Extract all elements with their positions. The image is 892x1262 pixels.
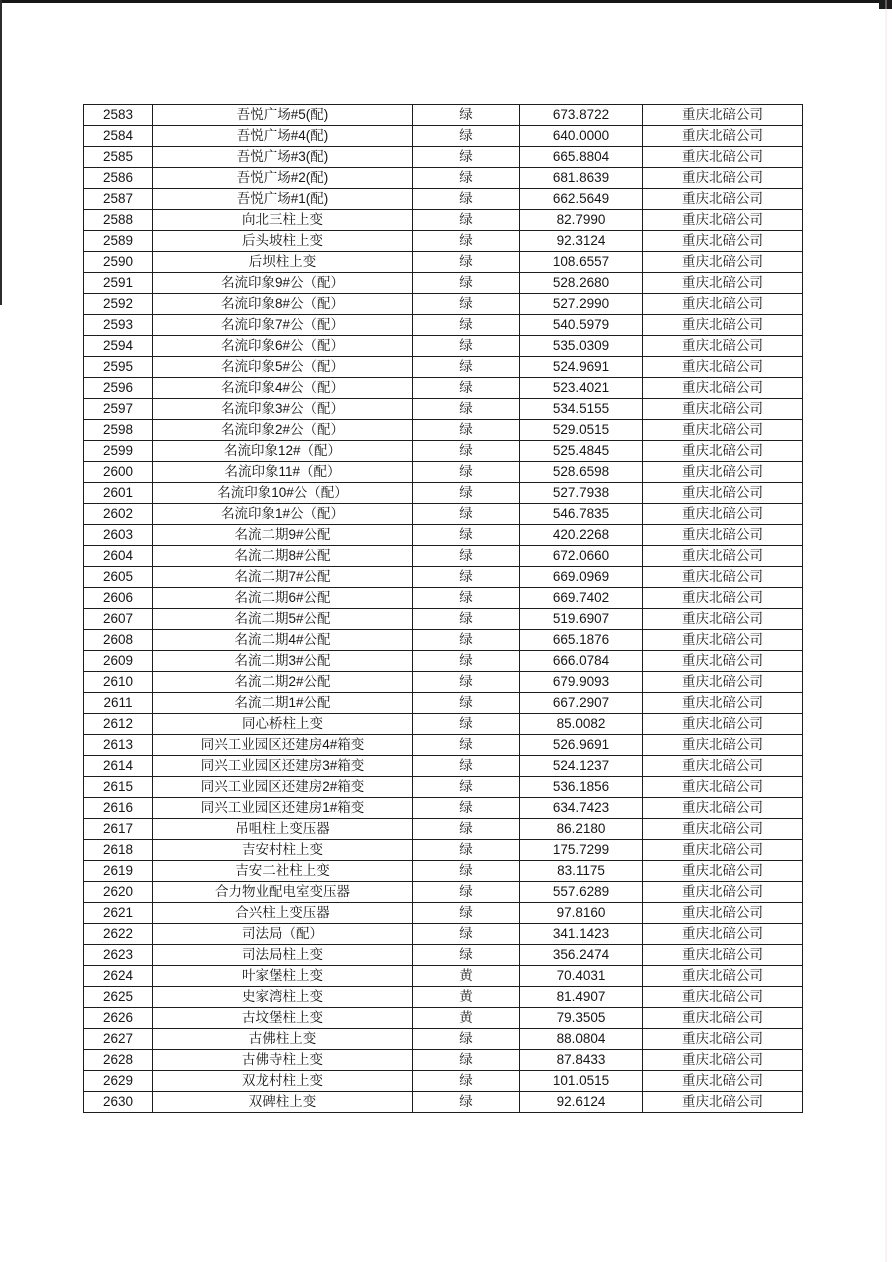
cell-status: 绿 (413, 147, 520, 168)
cell-name: 名流印象6#公（配） (153, 336, 413, 357)
table-row (84, 777, 803, 798)
cell-value: 101.0515 (520, 1071, 643, 1092)
cell-company: 重庆北碚公司 (643, 315, 803, 336)
table-row (84, 210, 803, 231)
table-row (84, 231, 803, 252)
table-row (84, 546, 803, 567)
table-row (84, 483, 803, 504)
cell-company: 重庆北碚公司 (643, 777, 803, 798)
cell-name: 同兴工业园区还建房4#箱变 (153, 735, 413, 756)
table-row (84, 336, 803, 357)
cell-id: 2621 (84, 903, 153, 924)
cell-name: 司法局柱上变 (153, 945, 413, 966)
cell-status: 绿 (413, 777, 520, 798)
table-row (84, 609, 803, 630)
cell-value: 519.6907 (520, 609, 643, 630)
cell-name: 名流二期7#公配 (153, 567, 413, 588)
cell-value: 527.2990 (520, 294, 643, 315)
cell-id: 2619 (84, 861, 153, 882)
cell-value: 665.8804 (520, 147, 643, 168)
cell-id: 2596 (84, 378, 153, 399)
table-row (84, 378, 803, 399)
cell-company: 重庆北碚公司 (643, 945, 803, 966)
cell-company: 重庆北碚公司 (643, 294, 803, 315)
cell-company: 重庆北碚公司 (643, 147, 803, 168)
cell-status: 黄 (413, 987, 520, 1008)
cell-status: 绿 (413, 252, 520, 273)
cell-status: 绿 (413, 1029, 520, 1050)
cell-status: 绿 (413, 672, 520, 693)
table-body (84, 105, 803, 1113)
cell-value: 420.2268 (520, 525, 643, 546)
cell-id: 2585 (84, 147, 153, 168)
cell-id: 2603 (84, 525, 153, 546)
table-row (84, 294, 803, 315)
cell-status: 绿 (413, 861, 520, 882)
cell-company: 重庆北碚公司 (643, 189, 803, 210)
cell-status: 绿 (413, 1071, 520, 1092)
cell-name: 吾悦广场#3(配) (153, 147, 413, 168)
table-row (84, 1092, 803, 1113)
table-row (84, 126, 803, 147)
cell-value: 175.7299 (520, 840, 643, 861)
cell-name: 名流二期1#公配 (153, 693, 413, 714)
cell-id: 2615 (84, 777, 153, 798)
cell-status: 绿 (413, 504, 520, 525)
cell-value: 662.5649 (520, 189, 643, 210)
table-row (84, 1029, 803, 1050)
cell-id: 2601 (84, 483, 153, 504)
cell-company: 重庆北碚公司 (643, 882, 803, 903)
table-row (84, 273, 803, 294)
cell-status: 绿 (413, 378, 520, 399)
cell-status: 绿 (413, 273, 520, 294)
cell-id: 2584 (84, 126, 153, 147)
cell-status: 绿 (413, 798, 520, 819)
table-row (84, 945, 803, 966)
cell-value: 634.7423 (520, 798, 643, 819)
cell-id: 2618 (84, 840, 153, 861)
cell-company: 重庆北碚公司 (643, 924, 803, 945)
cell-name: 名流印象5#公（配） (153, 357, 413, 378)
cell-status: 绿 (413, 546, 520, 567)
cell-name: 名流印象11#（配） (153, 462, 413, 483)
cell-id: 2600 (84, 462, 153, 483)
cell-id: 2613 (84, 735, 153, 756)
cell-name: 吾悦广场#2(配) (153, 168, 413, 189)
cell-name: 吾悦广场#4(配) (153, 126, 413, 147)
cell-company: 重庆北碚公司 (643, 693, 803, 714)
cell-value: 535.0309 (520, 336, 643, 357)
cell-company: 重庆北碚公司 (643, 1008, 803, 1029)
cell-value: 86.2180 (520, 819, 643, 840)
cell-name: 名流印象10#公（配） (153, 483, 413, 504)
table-row (84, 1050, 803, 1071)
cell-id: 2606 (84, 588, 153, 609)
cell-value: 524.1237 (520, 756, 643, 777)
cell-id: 2629 (84, 1071, 153, 1092)
cell-value: 679.9093 (520, 672, 643, 693)
cell-id: 2624 (84, 966, 153, 987)
cell-name: 吾悦广场#5(配) (153, 105, 413, 126)
cell-id: 2623 (84, 945, 153, 966)
table-row (84, 630, 803, 651)
cell-id: 2589 (84, 231, 153, 252)
cell-value: 672.0660 (520, 546, 643, 567)
cell-value: 666.0784 (520, 651, 643, 672)
cell-id: 2588 (84, 210, 153, 231)
cell-status: 绿 (413, 168, 520, 189)
table-row (84, 651, 803, 672)
cell-name: 叶家堡柱上变 (153, 966, 413, 987)
table-row (84, 1071, 803, 1092)
cell-company: 重庆北碚公司 (643, 1029, 803, 1050)
cell-company: 重庆北碚公司 (643, 735, 803, 756)
cell-name: 同兴工业园区还建房3#箱变 (153, 756, 413, 777)
cell-name: 名流二期6#公配 (153, 588, 413, 609)
cell-name: 向北三柱上变 (153, 210, 413, 231)
cell-status: 绿 (413, 1050, 520, 1071)
table-row (84, 420, 803, 441)
cell-status: 绿 (413, 525, 520, 546)
cell-company: 重庆北碚公司 (643, 357, 803, 378)
cell-status: 绿 (413, 756, 520, 777)
cell-id: 2611 (84, 693, 153, 714)
cell-company: 重庆北碚公司 (643, 252, 803, 273)
cell-company: 重庆北碚公司 (643, 105, 803, 126)
cell-id: 2626 (84, 1008, 153, 1029)
cell-company: 重庆北碚公司 (643, 399, 803, 420)
cell-company: 重庆北碚公司 (643, 672, 803, 693)
cell-status: 绿 (413, 105, 520, 126)
cell-value: 92.3124 (520, 231, 643, 252)
table-row (84, 399, 803, 420)
cell-id: 2594 (84, 336, 153, 357)
cell-company: 重庆北碚公司 (643, 987, 803, 1008)
cell-company: 重庆北碚公司 (643, 651, 803, 672)
cell-name: 名流印象4#公（配） (153, 378, 413, 399)
table-row (84, 861, 803, 882)
cell-value: 669.7402 (520, 588, 643, 609)
cell-value: 540.5979 (520, 315, 643, 336)
cell-name: 双龙村柱上变 (153, 1071, 413, 1092)
cell-value: 92.6124 (520, 1092, 643, 1113)
cell-status: 绿 (413, 357, 520, 378)
cell-company: 重庆北碚公司 (643, 903, 803, 924)
cell-status: 绿 (413, 420, 520, 441)
cell-status: 绿 (413, 693, 520, 714)
cell-name: 吉安村柱上变 (153, 840, 413, 861)
page-right-scan-tint (885, 0, 887, 1262)
cell-company: 重庆北碚公司 (643, 1050, 803, 1071)
cell-status: 绿 (413, 735, 520, 756)
cell-status: 绿 (413, 483, 520, 504)
cell-company: 重庆北碚公司 (643, 231, 803, 252)
cell-value: 681.8639 (520, 168, 643, 189)
table-row (84, 672, 803, 693)
cell-name: 名流印象8#公（配） (153, 294, 413, 315)
cell-company: 重庆北碚公司 (643, 966, 803, 987)
cell-company: 重庆北碚公司 (643, 840, 803, 861)
cell-name: 同心桥柱上变 (153, 714, 413, 735)
cell-id: 2625 (84, 987, 153, 1008)
cell-id: 2590 (84, 252, 153, 273)
cell-value: 536.1856 (520, 777, 643, 798)
cell-name: 名流印象12#（配） (153, 441, 413, 462)
cell-status: 绿 (413, 294, 520, 315)
cell-value: 527.7938 (520, 483, 643, 504)
cell-company: 重庆北碚公司 (643, 273, 803, 294)
cell-value: 85.0082 (520, 714, 643, 735)
cell-status: 绿 (413, 651, 520, 672)
cell-value: 87.8433 (520, 1050, 643, 1071)
cell-status: 绿 (413, 462, 520, 483)
cell-name: 吊咀柱上变压器 (153, 819, 413, 840)
cell-id: 2614 (84, 756, 153, 777)
cell-name: 名流二期4#公配 (153, 630, 413, 651)
cell-company: 重庆北碚公司 (643, 504, 803, 525)
cell-id: 2597 (84, 399, 153, 420)
cell-value: 97.8160 (520, 903, 643, 924)
cell-status: 绿 (413, 441, 520, 462)
cell-status: 绿 (413, 819, 520, 840)
page-top-edge-line (0, 0, 892, 3)
table-row (84, 189, 803, 210)
cell-value: 525.4845 (520, 441, 643, 462)
cell-id: 2604 (84, 546, 153, 567)
cell-value: 81.4907 (520, 987, 643, 1008)
cell-id: 2610 (84, 672, 153, 693)
cell-name: 史家湾柱上变 (153, 987, 413, 1008)
page-left-edge-line (0, 0, 2, 305)
table-row (84, 840, 803, 861)
cell-value: 523.4021 (520, 378, 643, 399)
cell-company: 重庆北碚公司 (643, 126, 803, 147)
table-row (84, 987, 803, 1008)
cell-name: 后坝柱上变 (153, 252, 413, 273)
table-row (84, 966, 803, 987)
cell-value: 665.1876 (520, 630, 643, 651)
table-row (84, 462, 803, 483)
table-row (84, 315, 803, 336)
cell-value: 79.3505 (520, 1008, 643, 1029)
cell-value: 88.0804 (520, 1029, 643, 1050)
cell-company: 重庆北碚公司 (643, 441, 803, 462)
cell-name: 后头坡柱上变 (153, 231, 413, 252)
cell-status: 绿 (413, 924, 520, 945)
cell-name: 名流二期2#公配 (153, 672, 413, 693)
cell-id: 2593 (84, 315, 153, 336)
cell-company: 重庆北碚公司 (643, 210, 803, 231)
cell-id: 2605 (84, 567, 153, 588)
cell-id: 2586 (84, 168, 153, 189)
cell-value: 529.0515 (520, 420, 643, 441)
cell-id: 2628 (84, 1050, 153, 1071)
table-row (84, 882, 803, 903)
cell-status: 绿 (413, 630, 520, 651)
cell-name: 司法局（配） (153, 924, 413, 945)
cell-value: 667.2907 (520, 693, 643, 714)
cell-id: 2607 (84, 609, 153, 630)
cell-id: 2598 (84, 420, 153, 441)
cell-id: 2602 (84, 504, 153, 525)
cell-value: 673.8722 (520, 105, 643, 126)
cell-company: 重庆北碚公司 (643, 168, 803, 189)
cell-name: 名流二期8#公配 (153, 546, 413, 567)
cell-id: 2616 (84, 798, 153, 819)
cell-status: 绿 (413, 336, 520, 357)
cell-name: 合力物业配电室变压器 (153, 882, 413, 903)
cell-company: 重庆北碚公司 (643, 525, 803, 546)
cell-id: 2583 (84, 105, 153, 126)
cell-company: 重庆北碚公司 (643, 546, 803, 567)
table-row (84, 1008, 803, 1029)
cell-company: 重庆北碚公司 (643, 756, 803, 777)
cell-status: 绿 (413, 714, 520, 735)
cell-status: 绿 (413, 840, 520, 861)
cell-value: 70.4031 (520, 966, 643, 987)
cell-name: 吾悦广场#1(配) (153, 189, 413, 210)
cell-status: 绿 (413, 945, 520, 966)
cell-status: 黄 (413, 1008, 520, 1029)
cell-status: 绿 (413, 882, 520, 903)
cell-company: 重庆北碚公司 (643, 462, 803, 483)
table-row (84, 903, 803, 924)
cell-value: 669.0969 (520, 567, 643, 588)
table-row (84, 735, 803, 756)
cell-company: 重庆北碚公司 (643, 630, 803, 651)
cell-company: 重庆北碚公司 (643, 378, 803, 399)
cell-value: 82.7990 (520, 210, 643, 231)
cell-id: 2627 (84, 1029, 153, 1050)
table-row (84, 504, 803, 525)
cell-name: 古坟堡柱上变 (153, 1008, 413, 1029)
table-row (84, 798, 803, 819)
cell-name: 名流印象9#公（配） (153, 273, 413, 294)
cell-status: 绿 (413, 189, 520, 210)
cell-value: 526.9691 (520, 735, 643, 756)
table-row (84, 567, 803, 588)
cell-name: 双碑柱上变 (153, 1092, 413, 1113)
cell-value: 528.6598 (520, 462, 643, 483)
table-row (84, 357, 803, 378)
cell-id: 2599 (84, 441, 153, 462)
cell-value: 640.0000 (520, 126, 643, 147)
table-row (84, 756, 803, 777)
cell-value: 524.9691 (520, 357, 643, 378)
cell-name: 名流印象2#公（配） (153, 420, 413, 441)
cell-value: 528.2680 (520, 273, 643, 294)
transformer-load-table (83, 104, 803, 1113)
cell-name: 古佛寺柱上变 (153, 1050, 413, 1071)
cell-id: 2591 (84, 273, 153, 294)
cell-status: 绿 (413, 903, 520, 924)
table-row (84, 441, 803, 462)
table-row (84, 588, 803, 609)
cell-company: 重庆北碚公司 (643, 567, 803, 588)
cell-status: 绿 (413, 588, 520, 609)
cell-name: 名流印象3#公（配） (153, 399, 413, 420)
cell-id: 2595 (84, 357, 153, 378)
cell-id: 2622 (84, 924, 153, 945)
cell-status: 绿 (413, 126, 520, 147)
table-row (84, 252, 803, 273)
cell-name: 吉安二社柱上变 (153, 861, 413, 882)
cell-company: 重庆北碚公司 (643, 819, 803, 840)
cell-status: 绿 (413, 231, 520, 252)
cell-id: 2630 (84, 1092, 153, 1113)
cell-company: 重庆北碚公司 (643, 798, 803, 819)
cell-id: 2617 (84, 819, 153, 840)
cell-id: 2608 (84, 630, 153, 651)
cell-company: 重庆北碚公司 (643, 861, 803, 882)
table-row (84, 819, 803, 840)
table-row (84, 168, 803, 189)
cell-value: 356.2474 (520, 945, 643, 966)
cell-value: 341.1423 (520, 924, 643, 945)
cell-name: 名流二期3#公配 (153, 651, 413, 672)
cell-name: 同兴工业园区还建房1#箱变 (153, 798, 413, 819)
cell-id: 2620 (84, 882, 153, 903)
cell-company: 重庆北碚公司 (643, 609, 803, 630)
cell-status: 绿 (413, 210, 520, 231)
cell-value: 108.6557 (520, 252, 643, 273)
cell-company: 重庆北碚公司 (643, 1092, 803, 1113)
cell-name: 名流印象7#公（配） (153, 315, 413, 336)
cell-status: 绿 (413, 567, 520, 588)
cell-value: 546.7835 (520, 504, 643, 525)
cell-value: 557.6289 (520, 882, 643, 903)
table-row (84, 924, 803, 945)
cell-status: 黄 (413, 966, 520, 987)
cell-name: 名流二期9#公配 (153, 525, 413, 546)
cell-id: 2592 (84, 294, 153, 315)
table-row (84, 105, 803, 126)
table-row (84, 693, 803, 714)
cell-company: 重庆北碚公司 (643, 588, 803, 609)
cell-name: 同兴工业园区还建房2#箱变 (153, 777, 413, 798)
cell-id: 2612 (84, 714, 153, 735)
cell-status: 绿 (413, 609, 520, 630)
table-row (84, 147, 803, 168)
cell-id: 2587 (84, 189, 153, 210)
cell-name: 名流印象1#公（配） (153, 504, 413, 525)
cell-name: 古佛柱上变 (153, 1029, 413, 1050)
cell-status: 绿 (413, 399, 520, 420)
cell-value: 83.1175 (520, 861, 643, 882)
cell-company: 重庆北碚公司 (643, 483, 803, 504)
cell-company: 重庆北碚公司 (643, 1071, 803, 1092)
table-row (84, 714, 803, 735)
cell-company: 重庆北碚公司 (643, 714, 803, 735)
cell-status: 绿 (413, 1092, 520, 1113)
table-row (84, 525, 803, 546)
cell-name: 合兴柱上变压器 (153, 903, 413, 924)
cell-id: 2609 (84, 651, 153, 672)
cell-name: 名流二期5#公配 (153, 609, 413, 630)
cell-company: 重庆北碚公司 (643, 336, 803, 357)
cell-status: 绿 (413, 315, 520, 336)
cell-value: 534.5155 (520, 399, 643, 420)
cell-company: 重庆北碚公司 (643, 420, 803, 441)
